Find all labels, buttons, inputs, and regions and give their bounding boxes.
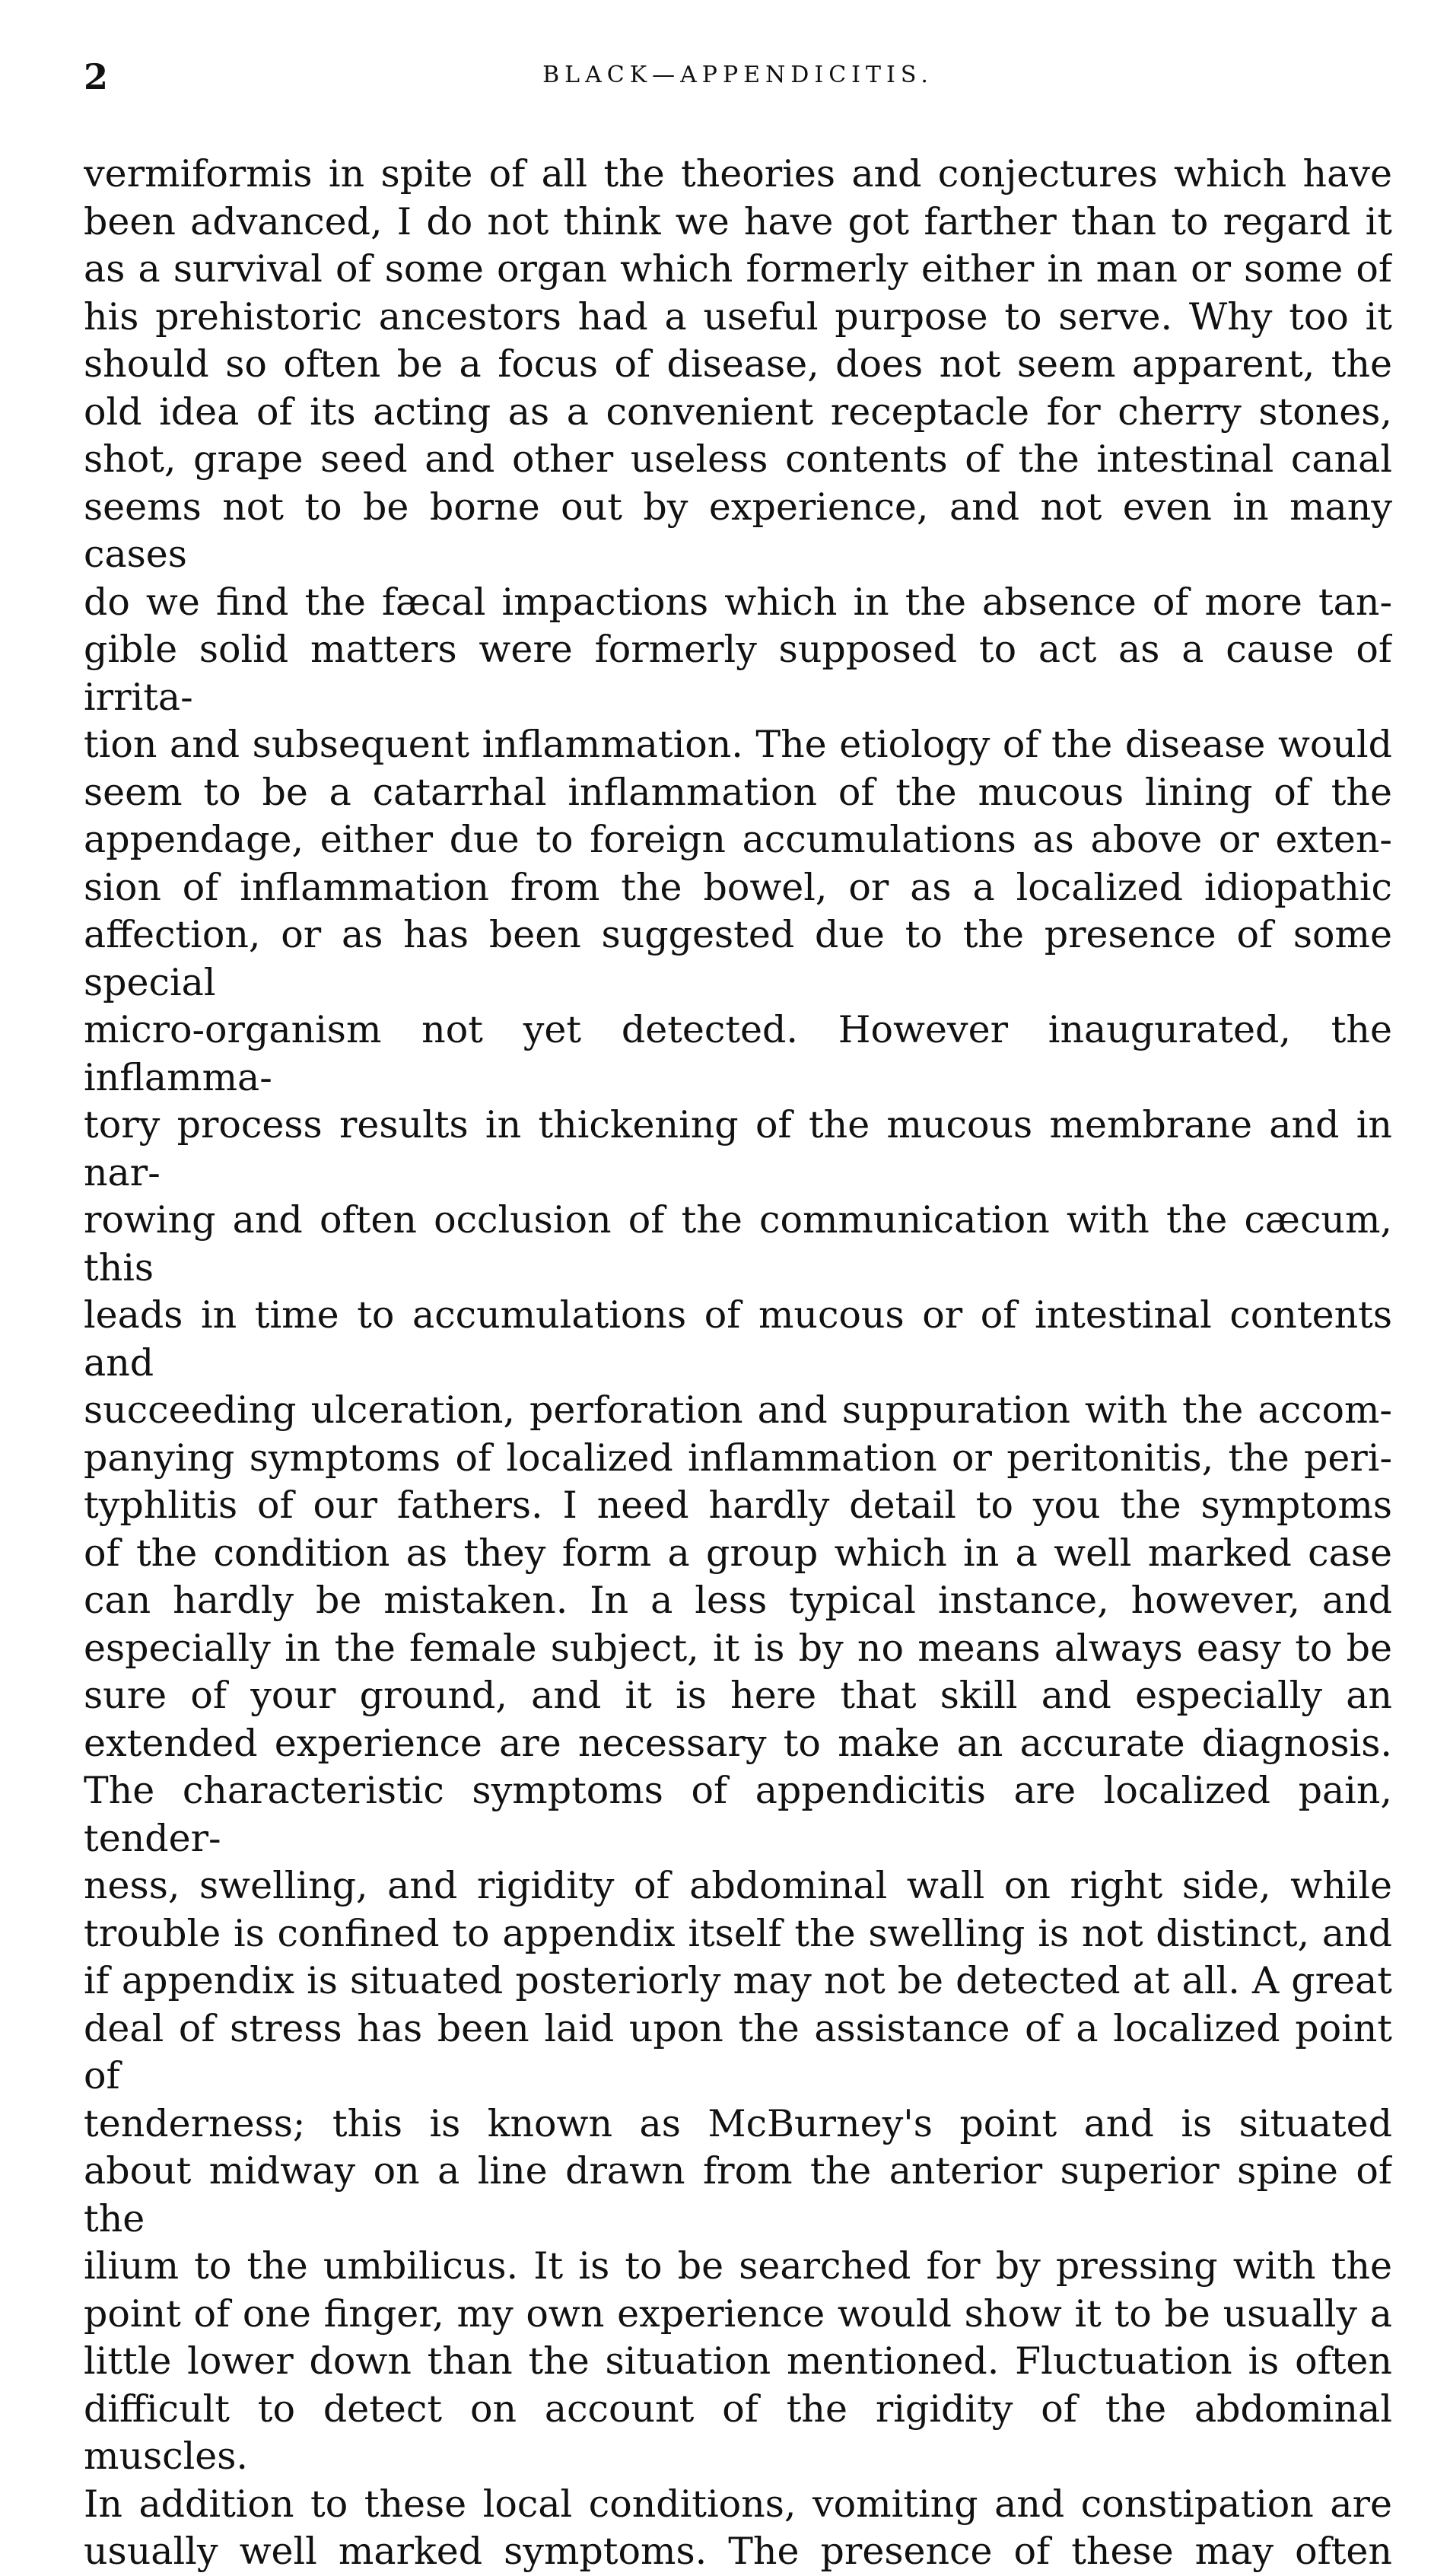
text-line bbox=[84, 579, 1392, 627]
text-line bbox=[84, 864, 1392, 912]
text-line bbox=[84, 2481, 1392, 2529]
text-line-content: of the condition as they form a group which in a well marked case bbox=[84, 1531, 1392, 1575]
body-text bbox=[84, 151, 1392, 2576]
text-line-content: usually well marked symptoms. The presence of these may often bbox=[84, 2530, 1392, 2573]
running-head: BLACK—APPENDICITIS. bbox=[542, 62, 933, 88]
text-line-content: rowing and often occlusion of the communication with the cæcum, this bbox=[84, 1198, 1392, 1290]
text-line-content: if appendix is situated posteriorly may not be detected at all. A great bbox=[84, 1959, 1392, 2002]
text-line bbox=[84, 484, 1392, 579]
text-line bbox=[84, 1292, 1392, 1387]
text-line-content: succeeding ulceration, perforation and suppuration with the accom- bbox=[84, 1388, 1392, 1432]
text-line bbox=[84, 246, 1392, 294]
text-line-content: sure of your ground, and it is here that skill and especially an bbox=[84, 1674, 1392, 1717]
text-line-content: trouble is confined to appendix itself the swelling is not distinct, and bbox=[84, 1911, 1392, 1955]
text-line bbox=[84, 2005, 1392, 2101]
text-line bbox=[84, 816, 1392, 864]
text-line-content: do we find the fæcal impactions which in the absence of more tan- bbox=[84, 580, 1392, 624]
text-line-content: seem to be a catarrhal inflammation of the mucous lining of the bbox=[84, 770, 1392, 814]
text-line-content: shot, grape seed and other useless contents of the intestinal canal bbox=[84, 437, 1392, 481]
page-number: 2 bbox=[84, 56, 109, 97]
text-line bbox=[84, 436, 1392, 484]
text-line bbox=[84, 199, 1392, 246]
text-line-content: difficult to detect on account of the rigidity of the abdominal muscles. bbox=[84, 2387, 1392, 2478]
text-line bbox=[84, 341, 1392, 389]
text-line-content: deal of stress has been laid upon the assistance of a localized point of bbox=[84, 2006, 1392, 2097]
text-line-content: can hardly be mistaken. In a less typical instance, however, and bbox=[84, 1579, 1392, 1622]
text-line-content: old idea of its acting as a convenient receptacle for cherry stones, bbox=[84, 390, 1392, 434]
text-line bbox=[84, 2338, 1392, 2386]
text-line bbox=[84, 1197, 1392, 1292]
text-line bbox=[84, 2386, 1392, 2481]
text-line-content: as a survival of some organ which formerly either in man or some of bbox=[84, 247, 1392, 291]
text-line-content: ness, swelling, and rigidity of abdominal wall on right side, while bbox=[84, 1864, 1392, 1907]
text-line bbox=[84, 1435, 1392, 1483]
text-line-content: ilium to the umbilicus. It is to be searched for by pressing with the bbox=[84, 2244, 1392, 2288]
text-line-content: point of one finger, my own experience would show it to be usually a bbox=[84, 2291, 1392, 2336]
text-line-content: appendage, either due to foreign accumulations as above or exten- bbox=[84, 818, 1392, 861]
text-line-content: tenderness; this is known as McBurney's point and is situated bbox=[84, 2101, 1392, 2145]
text-line bbox=[84, 151, 1392, 199]
text-line bbox=[84, 1530, 1392, 1578]
text-line bbox=[84, 2101, 1392, 2148]
text-line-content: tory process results in thickening of the mucous membrane and in nar- bbox=[84, 1103, 1392, 1194]
text-line bbox=[84, 389, 1392, 437]
text-line bbox=[84, 1577, 1392, 1625]
text-line bbox=[84, 1672, 1392, 1720]
text-line-content: affection, or as has been suggested due to the presence of some special bbox=[84, 913, 1392, 1004]
text-line-content: tion and subsequent inflammation. The etiology of the disease would bbox=[84, 723, 1392, 766]
text-line bbox=[84, 721, 1392, 769]
text-line-content: little lower down than the situation mentioned. Fluctuation is often bbox=[84, 2339, 1392, 2383]
text-line bbox=[84, 1862, 1392, 1910]
text-line-content: The characteristic symptoms of appendicitis are localized pain, tender- bbox=[84, 1769, 1392, 1860]
text-line-content: vermiformis in spite of all the theories and conjectures which have bbox=[84, 152, 1392, 196]
text-line-content: should so often be a focus of disease, does not seem apparent, the bbox=[84, 342, 1392, 386]
text-line-content: typhlitis of our fathers. I need hardly detail to you the symptoms bbox=[84, 1484, 1392, 1527]
text-line-content: leads in time to accumulations of mucous or of intestinal contents and bbox=[84, 1293, 1392, 1385]
text-line-content: especially in the female subject, it is by no means always easy to be bbox=[84, 1626, 1392, 1670]
text-line bbox=[84, 1007, 1392, 1102]
text-line-content: seems not to be borne out by experience, and not even in many cases bbox=[84, 485, 1392, 576]
text-line bbox=[84, 911, 1392, 1007]
text-line bbox=[84, 626, 1392, 721]
text-line bbox=[84, 1910, 1392, 1958]
text-line bbox=[84, 1957, 1392, 2005]
text-line-content: his prehistoric ancestors had a useful purpose to serve. Why too it bbox=[84, 294, 1392, 339]
text-line-content: about midway on a line drawn from the anterior superior spine of the bbox=[84, 2149, 1392, 2240]
text-line bbox=[84, 1720, 1392, 1768]
text-line bbox=[84, 1482, 1392, 1530]
text-line-content: sion of inflammation from the bowel, or as a localized idiopathic bbox=[84, 865, 1392, 909]
text-line bbox=[84, 294, 1392, 342]
text-line bbox=[84, 1102, 1392, 1197]
text-line bbox=[84, 2148, 1392, 2243]
text-line bbox=[84, 2243, 1392, 2291]
text-line-content: panying symptoms of localized inflammation or peritonitis, the peri- bbox=[84, 1436, 1392, 1480]
text-line bbox=[84, 769, 1392, 817]
text-line-content: In addition to these local conditions, vomiting and constipation are bbox=[84, 2482, 1392, 2526]
text-line-content: been advanced, I do not think we have got farther than to regard it bbox=[84, 199, 1392, 243]
text-line bbox=[84, 1767, 1392, 1862]
text-line-content: gible solid matters were formerly supposed to act as a cause of irrita- bbox=[84, 628, 1392, 719]
text-line-content: micro-organism not yet detected. However inaugurated, the inflamma- bbox=[84, 1008, 1392, 1099]
text-line bbox=[84, 1625, 1392, 1673]
text-line-content: extended experience are necessary to make an accurate diagnosis. bbox=[84, 1721, 1392, 1765]
page-header bbox=[84, 56, 1392, 120]
text-line bbox=[84, 2528, 1392, 2576]
text-line bbox=[84, 2291, 1392, 2339]
text-line bbox=[84, 1387, 1392, 1435]
